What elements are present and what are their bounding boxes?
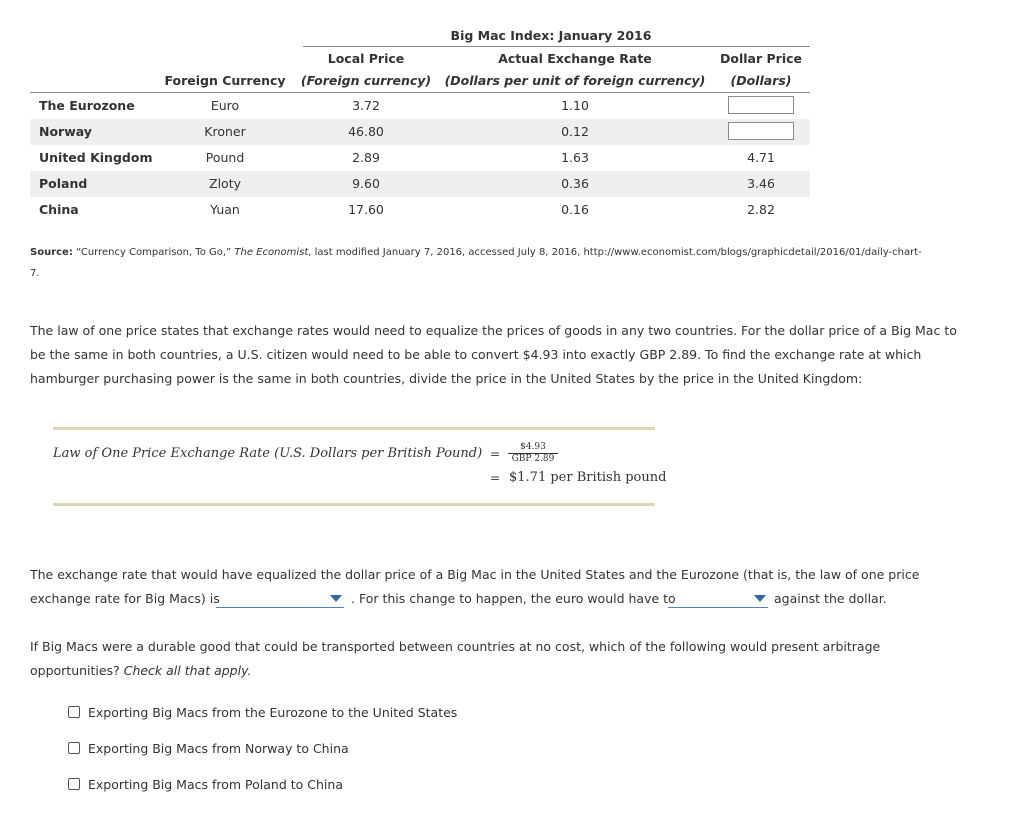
currency-cell: Kroner	[204, 124, 246, 139]
currency-cell: Zloty	[209, 176, 241, 191]
arbitrage-option-poland-china[interactable]	[68, 776, 343, 792]
question2-line1: If Big Macs were a durable good that could be transported between countries at no cost, which of the following would present arbitrage	[30, 639, 881, 654]
source-citation	[30, 240, 950, 266]
question1-line2-start: exchange rate for Big Macs) is	[30, 591, 220, 606]
table-title: Big Mac Index: January 2016	[450, 28, 652, 43]
dollar-price-input-eurozone[interactable]	[728, 96, 794, 114]
euro-direction-dropdown[interactable]	[668, 590, 768, 608]
option-label: Exporting Big Macs from Poland to China	[88, 776, 343, 792]
local-price-cell: 9.60	[352, 176, 380, 191]
local-price-cell: 17.60	[348, 202, 384, 217]
currency-cell: Pound	[205, 150, 245, 165]
local-price-cell: 2.89	[352, 150, 380, 165]
header-underline	[30, 92, 810, 93]
formula-label: Law of One Price Exchange Rate (U.S. Dollars per British Pound)	[53, 446, 483, 461]
exchange-rate-cell: 1.63	[561, 150, 589, 165]
local-price-cell: 3.72	[352, 98, 380, 113]
question1-line2-mid: . For this change to happen, the euro would have to	[351, 591, 676, 606]
formula-equals: =	[490, 471, 501, 485]
source-publication: The Economist	[234, 247, 309, 258]
dollar-price-cell: 3.46	[747, 176, 775, 191]
question2-line2	[30, 662, 251, 680]
big-mac-index-table	[0, 0, 1018, 230]
arbitrage-option-norway-china[interactable]	[68, 740, 349, 756]
checkbox[interactable]	[68, 742, 80, 754]
country-cell: Poland	[39, 176, 88, 191]
header-foreign-currency: Foreign Currency	[164, 73, 286, 88]
source-label: Source:	[30, 247, 73, 258]
chevron-down-icon	[754, 595, 766, 602]
title-underline	[303, 46, 810, 47]
dollar-price-cell: 4.71	[747, 150, 775, 165]
option-label: Exporting Big Macs from the Eurozone to the United States	[88, 704, 458, 720]
dollar-price-cell: 2.82	[747, 202, 775, 217]
option-label: Exporting Big Macs from Norway to China	[88, 740, 349, 756]
formula-numerator: $4.93	[508, 442, 558, 454]
checkbox[interactable]	[68, 706, 80, 718]
header-exchange-rate: Actual Exchange Rate	[498, 51, 652, 66]
source-wrap: 7.	[30, 268, 40, 279]
question2-instruction: Check all that apply.	[123, 663, 252, 678]
currency-cell: Euro	[210, 98, 240, 113]
country-cell: United Kingdom	[39, 150, 153, 165]
formula-fraction	[508, 442, 558, 465]
formula-bottom-rule	[53, 503, 655, 506]
question2-prompt: opportunities?	[30, 663, 120, 678]
question1-line2-end: against the dollar.	[774, 591, 887, 606]
country-cell: The Eurozone	[39, 98, 135, 113]
header-local-price-sub: (Foreign currency)	[300, 73, 432, 88]
formula-top-rule	[53, 427, 655, 430]
exchange-rate-cell: 0.36	[561, 176, 589, 191]
exchange-rate-dropdown[interactable]	[216, 590, 344, 608]
formula-result: $1.71 per British pound	[509, 470, 667, 485]
row-band	[30, 171, 810, 197]
source-text-after: , last modified January 7, 2016, accessed July 8, 2016, http://www.economist.com/blogs/graphicdetail/2016/01/daily-chart-	[308, 247, 922, 258]
question1-line1: The exchange rate that would have equalized the dollar price of a Big Mac in the United States and the Eurozone (that is, the law of one price	[30, 567, 920, 582]
explanation-paragraph: The law of one price states that exchange rates would need to equalize the prices of goods in any two countries. For the dollar price of a Big Mac to be the same in both countries, a U.S. citizen would need to be able to convert $4.93 into exactly GBP 2.89. To find the exchange rate at which hamburger purchasing power is the same in both countries, divide the price in the United States by the price in the United Kingdom:	[30, 323, 957, 386]
header-dollar-price: Dollar Price	[720, 51, 802, 66]
source-text-before: “Currency Comparison, To Go,”	[72, 247, 235, 258]
header-local-price: Local Price	[327, 51, 405, 66]
country-cell: China	[39, 202, 79, 217]
chevron-down-icon	[330, 595, 342, 602]
formula-equals: =	[490, 447, 501, 461]
checkbox[interactable]	[68, 778, 80, 790]
header-dollar-price-sub: (Dollars)	[730, 73, 792, 88]
dollar-price-input-norway[interactable]	[728, 122, 794, 140]
currency-cell: Yuan	[210, 202, 240, 217]
exchange-rate-cell: 0.12	[561, 124, 589, 139]
row-band	[30, 119, 810, 145]
exchange-rate-cell: 0.16	[561, 202, 589, 217]
formula-denominator: GBP 2.89	[511, 454, 555, 464]
country-cell: Norway	[39, 124, 92, 139]
exchange-rate-cell: 1.10	[561, 98, 589, 113]
arbitrage-option-eurozone-us[interactable]	[68, 704, 457, 720]
local-price-cell: 46.80	[348, 124, 384, 139]
header-exchange-rate-sub: (Dollars per unit of foreign currency)	[444, 73, 706, 88]
